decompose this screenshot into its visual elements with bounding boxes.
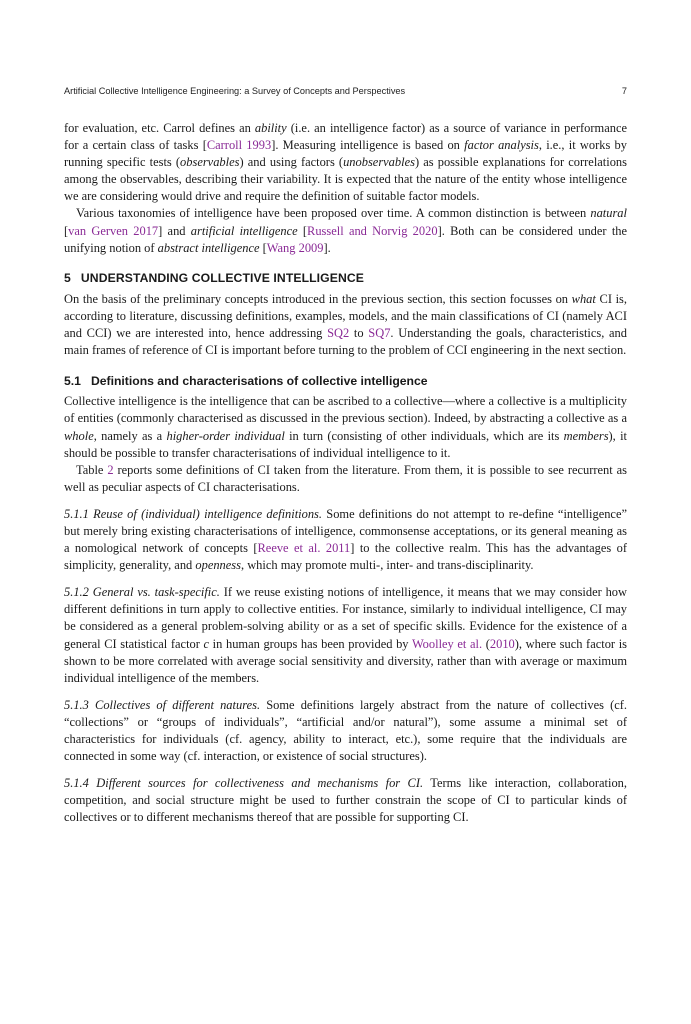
table-2-link[interactable]: 2 bbox=[107, 462, 114, 477]
citation-link[interactable]: Russell and Norvig 2020 bbox=[307, 223, 438, 238]
paragraph-factor-analysis: for evaluation, etc. Carrol defines an ability (i.e. an intelligence factor) as a source of variance in performance for a certain class of tasks [Carroll 1993]. Measuring intelligence is based on factor analysis, i.e., it works by running specific tests (observables) and using factors (unobservables) as possible explanations for correlations among the observables, describing their variability. It is expected that the nature of the entity whose intelligence we are considering would drive and require the definition of suitable factor models. bbox=[64, 121, 627, 204]
citation-link[interactable]: Wang 2009 bbox=[266, 240, 324, 255]
subsubsection-5-1-1: 5.1.1 Reuse of (individual) intelligence definitions. Some definitions do not attempt to re-define “intelligence” but merely bring existing characterisations of intelligence, commonsense acceptations, or its general meaning as a nomological network of concepts [Reeve et al. 2011] to the collective realm. This has the advantages of simplicity, generality, and openness, which may promote multi-, inter- and trans-disciplinarity. bbox=[64, 506, 627, 573]
paragraph-section5-intro: On the basis of the preliminary concepts introduced in the previous section, this section focusses on what CI is, according to literature, discussing definitions, examples, models, and the main classifications of CI (namely ACI and CCI) we are interested into, hence addressing SQ2 to SQ7. Understanding the goals, characteristics, and main frames of reference of CI is important before turning to the problem of CCI engineering in the next section. bbox=[64, 291, 628, 358]
citation-year-link[interactable]: 2010 bbox=[489, 636, 515, 651]
subsubsection-heading: 5.1.3 Collectives of different natures. bbox=[64, 697, 261, 712]
citation-link[interactable]: van Gerven 2017 bbox=[68, 223, 159, 238]
paragraph-ci-definition: Collective intelligence is the intelligence that can be ascribed to a collective—where a collective is a multiplicity of entities (commonly characterised as discussed in the previous section). Indeed, by abstracting a collective as a whole, namely as a higher-order individual in turn (consisting of other individuals, which are its members), it should be possible to transfer characterisations of individual intelligence to it. bbox=[64, 394, 627, 460]
running-title: Artificial Collective Intelligence Engineering: a Survey of Concepts and Perspectives bbox=[64, 86, 406, 96]
subsubsection-heading: 5.1.1 Reuse of (individual) intelligence definitions. bbox=[64, 506, 322, 521]
page-number: 7 bbox=[621, 86, 627, 96]
page-body bbox=[64, 120, 627, 826]
running-header bbox=[64, 86, 627, 100]
subsubsection-5-1-3: 5.1.3 Collectives of different natures. Some definitions largely abstract from the nature of collectives (cf. “collections” or “groups of individuals”, “artificial and/or natural”), some assume a minimal set of characteristics for individuals (cf. agency, ability to interact, etc.), some require that the individuals are connected in some way (cf. interaction, or existence of social structures). bbox=[64, 697, 627, 764]
sq7-link[interactable]: SQ7 bbox=[368, 326, 391, 341]
citation-link[interactable]: Woolley et al. bbox=[411, 636, 483, 651]
paragraph-table-ref: Table 2 reports some definitions of CI taken from the literature. From them, it is possible to see recurrent as well as peculiar aspects of CI characterisations. bbox=[64, 462, 627, 494]
citation-link[interactable]: Reeve et al. 2011 bbox=[257, 541, 351, 556]
paragraph-taxonomies: Various taxonomies of intelligence have been proposed over time. A common distinction is between natural [van Gerven 2017] and artificial intelligence [Russell and Norvig 2020]. Both can be considered under the unifying notion of abstract intelligence [Wang 2009]. bbox=[64, 206, 628, 255]
subsubsection-5-1-2: 5.1.2 General vs. task-specific. If we reuse existing notions of intelligence, it means that we may consider how different definitions in turn apply to collective entities. For instance, similarly to individual intelligence, CI may be considered as a general problem-solving ability or as a set of specific skills. Evidence for the existence of a general CI statistical factor c in human groups has been provided by Woolley et al. (2010), where such factor is shown to be more correlated with average social sensitivity and diversity, rather than with average or maximum individual intelligence of the members. bbox=[64, 585, 628, 685]
subsubsection-5-1-4: 5.1.4 Different sources for collectiveness and mechanisms for CI. Terms like interaction, collaboration, competition, and social structure might be used to further constrain the scope of CI to particular kinds of collectives or to different mechanisms thereof that are possible for supporting CI. bbox=[64, 776, 627, 825]
subsubsection-heading: 5.1.4 Different sources for collectiveness and mechanisms for CI. bbox=[64, 776, 424, 791]
sq2-link[interactable]: SQ2 bbox=[327, 326, 350, 341]
citation-link[interactable]: Carroll 1993 bbox=[206, 138, 272, 153]
subsubsection-heading: 5.1.2 General vs. task-specific. bbox=[64, 585, 220, 600]
section-heading-5-1: 5.1 Definitions and characterisations of collective intelligence bbox=[64, 374, 428, 389]
section-heading-5: 5 UNDERSTANDING COLLECTIVE INTELLIGENCE bbox=[64, 270, 365, 285]
